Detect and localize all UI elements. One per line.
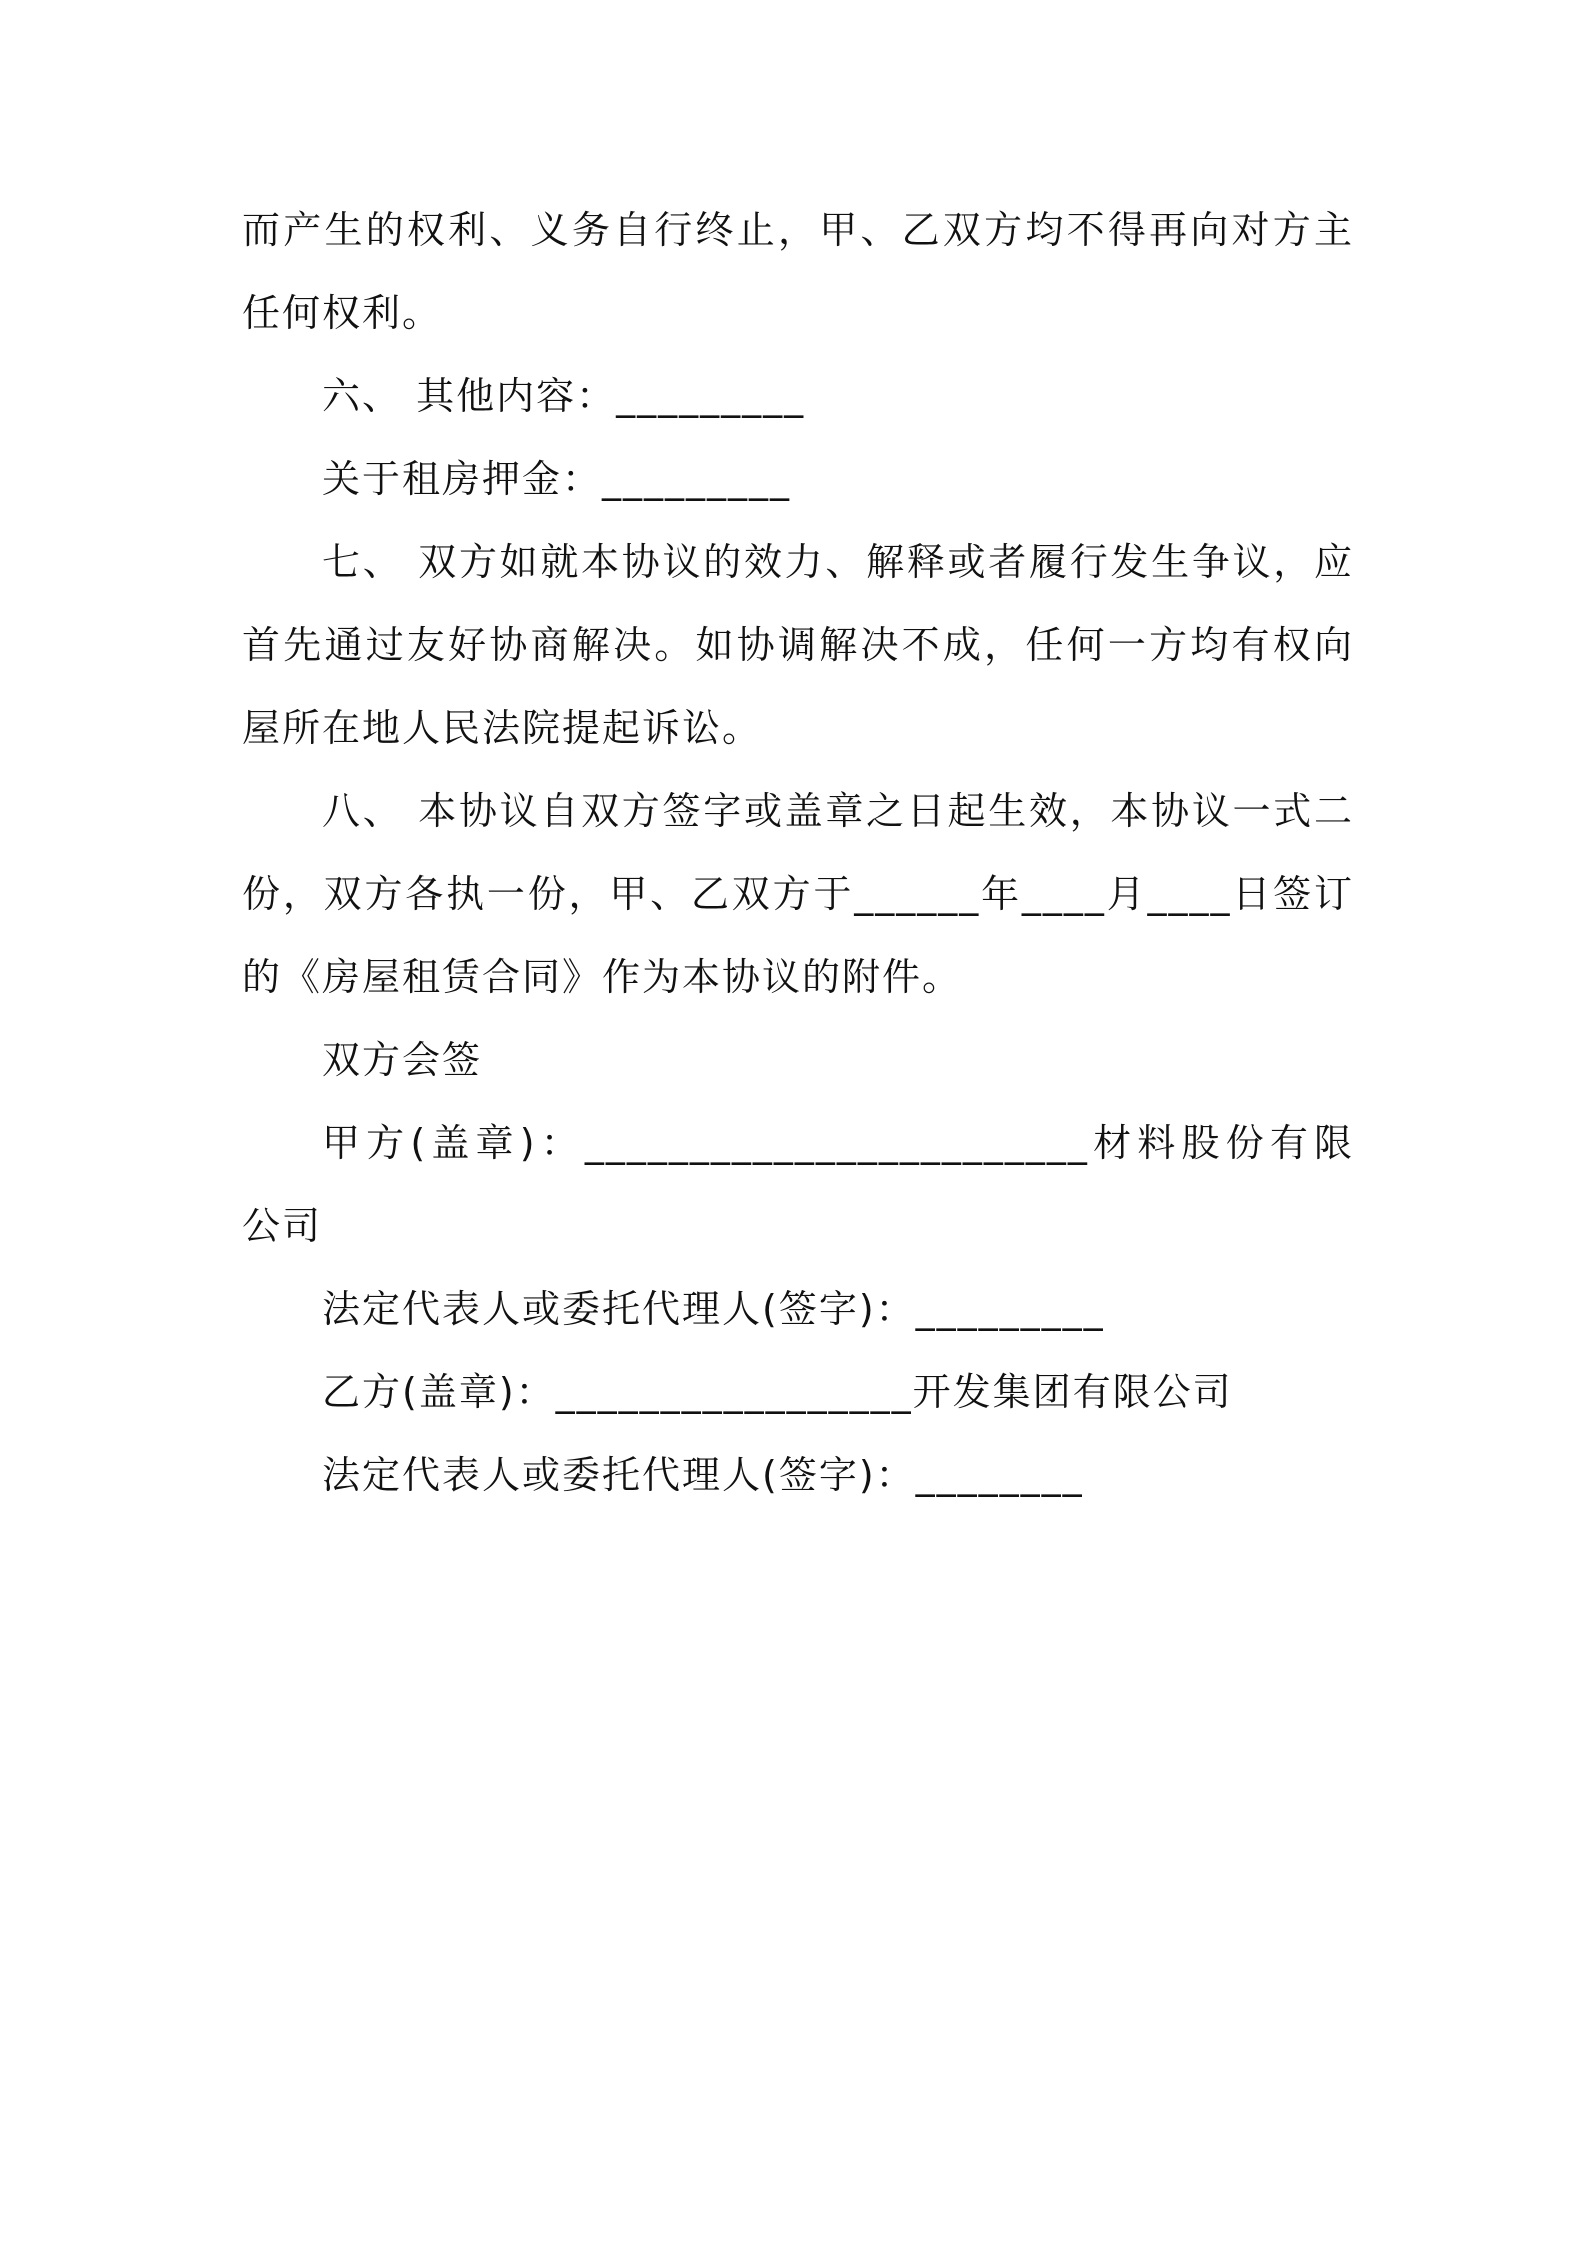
clause-6-other-content: 六、 其他内容：_________ (322, 374, 806, 418)
joint-signature-heading: 双方会签 (322, 1038, 483, 1082)
clause-8-line-1: 八、 本协议自双方签字或盖章之日起生效，本协议一式二 (322, 789, 1354, 833)
rental-deposit-line: 关于租房押金：_________ (322, 457, 792, 501)
clause-8-line-2: 份，双方各执一份，甲、乙双方于______年____月____日签订 (242, 872, 1354, 916)
paragraph-5-continued-line-2: 任何权利。 (242, 291, 443, 335)
paragraph-5-continued-line-1: 而产生的权利、义务自行终止，甲、乙双方均不得再向对方主 (242, 208, 1354, 252)
clause-8-line-3: 的《房屋租赁合同》作为本协议的附件。 (242, 955, 963, 999)
party-a-company-suffix: 公司 (242, 1204, 323, 1248)
clause-7-line-2: 首先通过友好协商解决。如协调解决不成，任何一方均有权向 (242, 623, 1354, 667)
party-b-representative-signature: 法定代表人或委托代理人(签字)：________ (322, 1453, 1084, 1497)
clause-7-line-3: 屋所在地人民法院提起诉讼。 (242, 706, 763, 750)
party-a-seal-line: 甲方(盖章)：________________________材料股份有限 (322, 1121, 1354, 1165)
party-a-representative-signature: 法定代表人或委托代理人(签字)：_________ (322, 1287, 1105, 1331)
clause-7-line-1: 七、 双方如就本协议的效力、解释或者履行发生争议，应 (322, 540, 1354, 584)
party-b-seal-line: 乙方(盖章)：_________________开发集团有限公司 (322, 1370, 1233, 1414)
